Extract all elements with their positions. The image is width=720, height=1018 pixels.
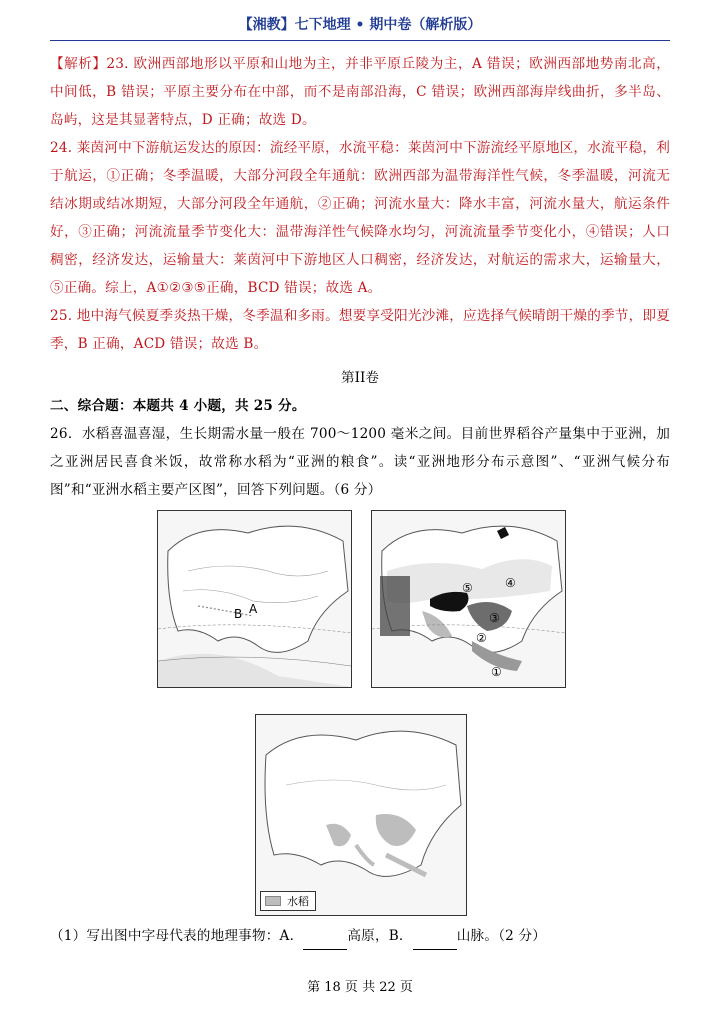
legend-swatch (265, 896, 281, 906)
sub1-suffix: 山脉。（2 分） (456, 928, 547, 944)
asia-terrain-map (157, 510, 352, 688)
climate-zone-4: ④ (505, 576, 516, 590)
section-heading: 二、综合题：本题共 4 小题，共 25 分。 (50, 398, 306, 414)
header-divider (50, 40, 670, 41)
question-26-sub1 (50, 922, 670, 950)
analysis-q25: 25. 地中海气候夏季炎热干燥，冬季温和多雨。想要享受阳光沙滩，应选择气候晴朗干燥的季节，即夏季，B 正确，ACD 错误；故选 B。 (50, 308, 670, 352)
legend-label: 水稻 (287, 895, 309, 908)
asia-rice-map (255, 714, 467, 916)
asia-climate-map (371, 510, 566, 688)
map-label-a: A (249, 602, 258, 616)
sub1-prefix: （1）写出图中字母代表的地理事物：A． (50, 928, 304, 944)
climate-zone-3: ③ (489, 611, 500, 625)
page-header: 【湘教】七下地理 • 期中卷（解析版） (238, 17, 482, 33)
answer-blank-a[interactable] (303, 935, 347, 950)
analysis-q23: 【解析】23. 欧洲西部地形以平原和山地为主，并非平原丘陵为主，A 错误；欧洲西部地势南北高，中间低，B 错误；平原主要分布在中部，而不是南部沿海，C 错误；欧洲西部海岸线曲折，多半岛、岛屿，这是其显著特点，D 正确；故选 D。 (50, 56, 670, 128)
answer-blank-b[interactable] (413, 935, 457, 950)
map-label-b: B (234, 607, 243, 621)
analysis-q24: 24. 莱茵河中下游航运发达的原因：流经平原，水流平稳：莱茵河中下游流经平原地区，水流平稳，利于航运，①正确；冬季温暖，大部分河段全年通航：欧洲西部为温带海洋性气候，冬季温暖，河流无结冰期或结冰期短，大部分河段全年通航，②正确；河流水量大：降水丰富，河流水量大，航运条件好，③正确；河流流量季节变化大：温带海洋性气候降水均匀，河流流量季节变化小，④错误；人口稠密，经济发达，运输量大：莱茵河中下游地区人口稠密，经济发达，对航运的需求大，运输量大，⑤正确。综上，A①②③⑤正确，BCD 错误；故选 A。 (50, 140, 670, 296)
sub1-mid: 高原，B． (347, 928, 413, 944)
climate-zone-2: ② (476, 631, 487, 645)
question-26-stem: 26．水稻喜温喜湿，生长期需水量一般在 700～1200 毫米之间。目前世界稻谷产量集中于亚洲，加之亚洲居民喜食米饭，故常称水稻为“亚洲的粮食”。读“亚洲地形分布示意图”、“亚洲气候分布图”和“亚洲水稻主要产区图”，回答下列问题。（6 分） (50, 426, 670, 498)
volume-title: 第II卷 (341, 370, 379, 386)
map-legend (260, 891, 316, 911)
climate-zone-1: ① (491, 665, 502, 679)
page-footer: 第 18 页 共 22 页 (307, 980, 413, 995)
climate-zone-5: ⑤ (462, 581, 473, 595)
